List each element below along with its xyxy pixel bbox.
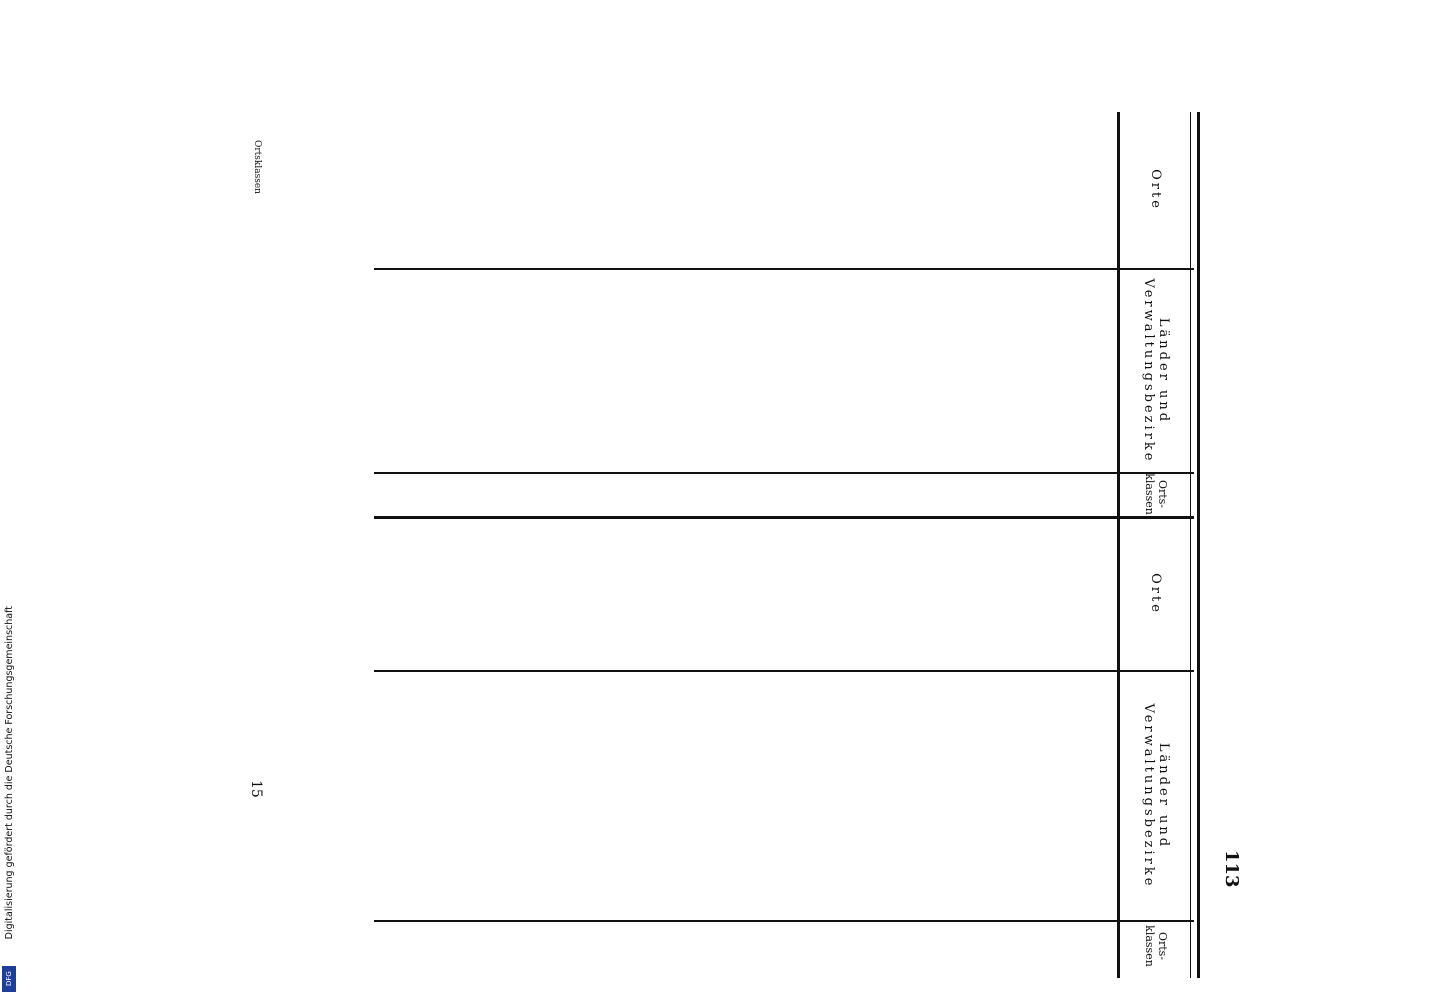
digitization-note: Digitalisierung gefördert durch die Deutsche Forschungsgemeinschaft: [4, 606, 15, 940]
column-divider: [374, 920, 1194, 922]
header-laender: Länder und Verwaltungsbezirke: [1141, 703, 1171, 889]
header-orte: Orte: [1148, 169, 1164, 211]
page-number: 113: [1221, 850, 1242, 888]
header-rule: [1117, 112, 1120, 978]
dfg-logo: DFG: [2, 966, 16, 992]
header-orte: Orte: [1148, 573, 1164, 615]
header-ortsklassen: Orts- klassen: [1143, 473, 1169, 515]
column-divider: [374, 268, 1194, 270]
top-rule: [1190, 112, 1200, 978]
column-divider: [374, 472, 1194, 474]
column-divider: [374, 670, 1194, 672]
table-page: [340, 100, 1200, 980]
header-laender: Länder und Verwaltungsbezirke: [1141, 278, 1171, 464]
footer-page-number: 15: [248, 780, 264, 798]
header-ortsklassen: Orts- klassen: [1143, 925, 1169, 967]
footer-label: Ortsklassen: [252, 140, 262, 194]
column-divider: [374, 516, 1194, 519]
